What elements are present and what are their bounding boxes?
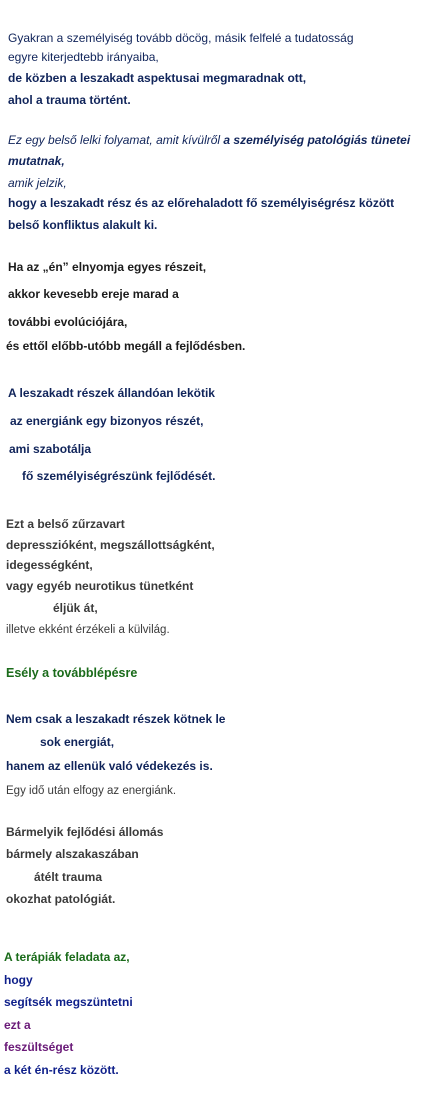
p3-line-2: akkor kevesebb ereje marad a <box>8 287 179 301</box>
p2-line-1 <box>8 133 410 147</box>
p1-line-2: egyre kiterjedtebb irányaiba, <box>8 50 159 64</box>
p4-line-4: fő személyiségrészünk fejlődését. <box>22 469 216 483</box>
p6-line-2: sok energiát, <box>40 735 115 749</box>
p8-line-3: segítsék megszüntetni <box>4 995 133 1009</box>
p2-line-1-bold: a személyiség patológiás tünetei <box>223 133 411 147</box>
p7-line-3: átélt trauma <box>34 870 103 884</box>
p8-line-4: ezt a <box>4 1018 31 1032</box>
p2-line-1-text: Ez egy belső lelki folyamat, amit kívülről <box>8 133 224 147</box>
p5-line-4: vagy egyéb neurotikus tünetként <box>6 579 194 593</box>
p2-line-2: mutatnak, <box>8 154 65 168</box>
p4-line-3: ami szabotálja <box>9 442 92 456</box>
p2-line-5: belső konfliktus alakult ki. <box>8 218 158 232</box>
p1-line-3: de közben a leszakadt aspektusai megmaradnak ott, <box>8 71 307 85</box>
p6-line-1: Nem csak a leszakadt részek kötnek le <box>6 712 226 726</box>
p5-line-2: depresszióként, megszállottságként, <box>6 538 215 552</box>
p7-line-1: Bármelyik fejlődési állomás <box>6 825 164 839</box>
p4-line-1: A leszakadt részek állandóan lekötik <box>8 386 215 400</box>
p5-line-5: éljük át, <box>53 601 98 615</box>
p1-line-4: ahol a trauma történt. <box>8 93 131 107</box>
p3-line-4: és ettől előbb-utóbb megáll a fejlődésben. <box>6 339 246 353</box>
p8-line-1: A terápiák feladata az, <box>4 950 130 964</box>
p5-line-1: Ezt a belső zűrzavart <box>6 517 125 531</box>
p7-line-2: bármely alszakaszában <box>6 847 139 861</box>
p7-line-4: okozhat patológiát. <box>6 892 116 906</box>
p4-line-2: az energiánk egy bizonyos részét, <box>10 414 204 428</box>
p2-line-4: hogy a leszakadt rész és az előrehaladott fő személyiségrész között <box>8 196 395 210</box>
p8-line-5: feszültséget <box>4 1040 74 1054</box>
p2-line-3: amik jelzik, <box>8 176 67 190</box>
section-heading: Esély a továbblépésre <box>6 666 138 680</box>
p3-line-1: Ha az „én” elnyomja egyes részeit, <box>8 260 207 274</box>
p6-line-3: hanem az ellenük való védekezés is. <box>6 759 213 773</box>
p5-line-6: illetve ekként érzékeli a külvilág. <box>6 624 170 636</box>
p3-line-3: további evolúciójára, <box>8 315 128 329</box>
p8-line-6: a két én-rész között. <box>4 1063 119 1077</box>
p8-line-2: hogy <box>4 973 33 987</box>
p5-line-3: idegességként, <box>6 558 93 572</box>
p6-line-4: Egy idő után elfogy az energiánk. <box>6 785 177 797</box>
p1-line-1: Gyakran a személyiség tovább döcög, másik felfelé a tudatosság <box>8 31 354 45</box>
